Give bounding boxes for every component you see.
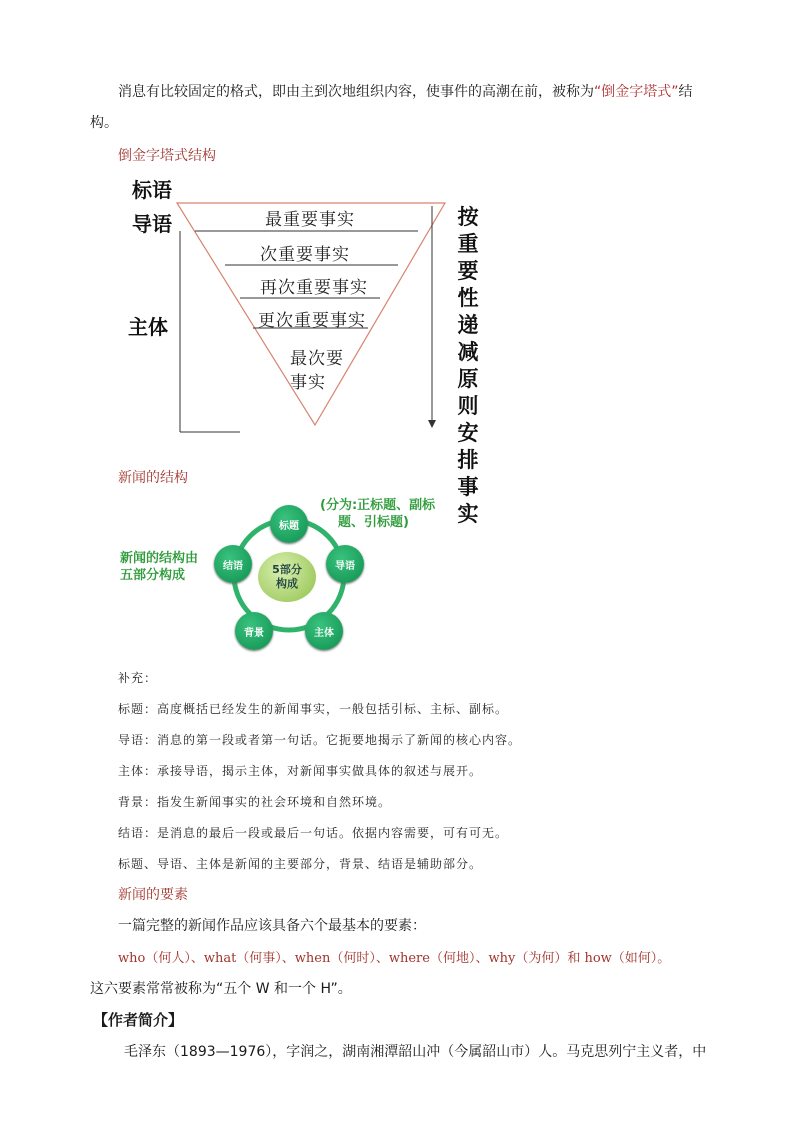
node-body: 主体 [305, 612, 343, 650]
pyramid-level-2: 次重要事实 [260, 245, 350, 265]
pyramid-level-5b: 事实 [290, 373, 326, 393]
label-lead: 导语 [132, 212, 172, 236]
center-line-1: 5部分 [272, 563, 302, 576]
elements-list: who（何人）、what（何事）、when（何时）、where（何地）、why（为何）和 how（如何）。 [118, 951, 671, 966]
node-conclusion: 结语 [214, 545, 252, 583]
pyramid-section-title: 倒金字塔式结构 [118, 148, 216, 164]
label-body: 主体 [128, 315, 168, 339]
note-left [120, 550, 198, 584]
vertical-char: 减 [457, 340, 479, 364]
pyramid-level-3: 再次重要事实 [260, 278, 368, 298]
author-heading: 【作者简介】 [93, 1011, 184, 1029]
structure-section-title: 新闻的结构 [118, 470, 188, 486]
supplement-heading: 补充： [118, 671, 158, 685]
vertical-char: 要 [457, 259, 479, 283]
news-structure-diagram [110, 490, 470, 660]
vertical-char: 重 [457, 232, 479, 256]
note-right [320, 497, 435, 531]
node-background: 背景 [235, 612, 273, 650]
intro-line-1 [118, 81, 693, 101]
center-node [258, 552, 316, 602]
vertical-char: 实 [457, 502, 479, 526]
pyramid-level-4: 更次重要事实 [258, 311, 366, 331]
vertical-char: 性 [457, 286, 479, 310]
intro-line-2: 构。 [90, 115, 118, 131]
vertical-char: 按 [457, 205, 479, 229]
elements-summary: 这六要素常常被称为“五个 W 和一个 H”。 [90, 981, 352, 997]
elements-section-title: 新闻的要素 [118, 887, 188, 903]
vertical-arrow-head [428, 420, 436, 428]
intro-text-after: 结 [678, 84, 693, 100]
intro-text-before: 消息有比较固定的格式，即由主到次地组织内容，使事件的高潮在前，被称为 [118, 84, 594, 100]
note-left-line-2: 五部分构成 [120, 568, 186, 583]
vertical-char: 递 [457, 313, 479, 337]
supplement-line: 主体：承接导语，揭示主体，对新闻事实做具体的叙述与展开。 [118, 764, 483, 778]
note-right-line-1: (分为:正标题、副标 [320, 498, 436, 513]
node-title: 标题 [270, 505, 308, 543]
note-right-line-2: 题、引标题) [338, 515, 409, 530]
vertical-label [456, 204, 480, 528]
intro-highlight: “倒金字塔式” [594, 84, 679, 100]
supplement-line: 标题、导语、主体是新闻的主要部分，背景、结语是辅助部分。 [118, 857, 483, 871]
supplement-line: 标题：高度概括已经发生的新闻事实，一般包括引标、主标、副标。 [118, 702, 509, 716]
supplement-line: 背景：指发生新闻事实的社会环境和自然环境。 [118, 795, 392, 809]
vertical-char: 排 [457, 448, 479, 472]
author-text: 毛泽东（1893—1976），字润之，湖南湘潭韶山冲（今属韶山市）人。马克思列宁主义者，中 [124, 1044, 707, 1060]
pyramid-level-5a: 最次要 [290, 349, 344, 369]
vertical-char: 原 [457, 367, 479, 391]
vertical-char: 事 [457, 475, 479, 499]
supplement-line: 结语：是消息的最后一段或最后一句话。依据内容需要，可有可无。 [118, 826, 509, 840]
vertical-char: 则 [457, 394, 479, 418]
supplement-line: 导语：消息的第一段或者第一句话。它扼要地揭示了新闻的核心内容。 [118, 733, 522, 747]
center-line-2: 构成 [276, 577, 298, 590]
vertical-char: 安 [457, 421, 479, 445]
label-headline: 标语 [132, 178, 172, 202]
node-lead: 导语 [326, 545, 364, 583]
pyramid-level-1: 最重要事实 [265, 210, 355, 230]
elements-sentence: 一篇完整的新闻作品应该具备六个最基本的要素： [118, 918, 426, 934]
note-left-line-1: 新闻的结构由 [120, 551, 199, 566]
